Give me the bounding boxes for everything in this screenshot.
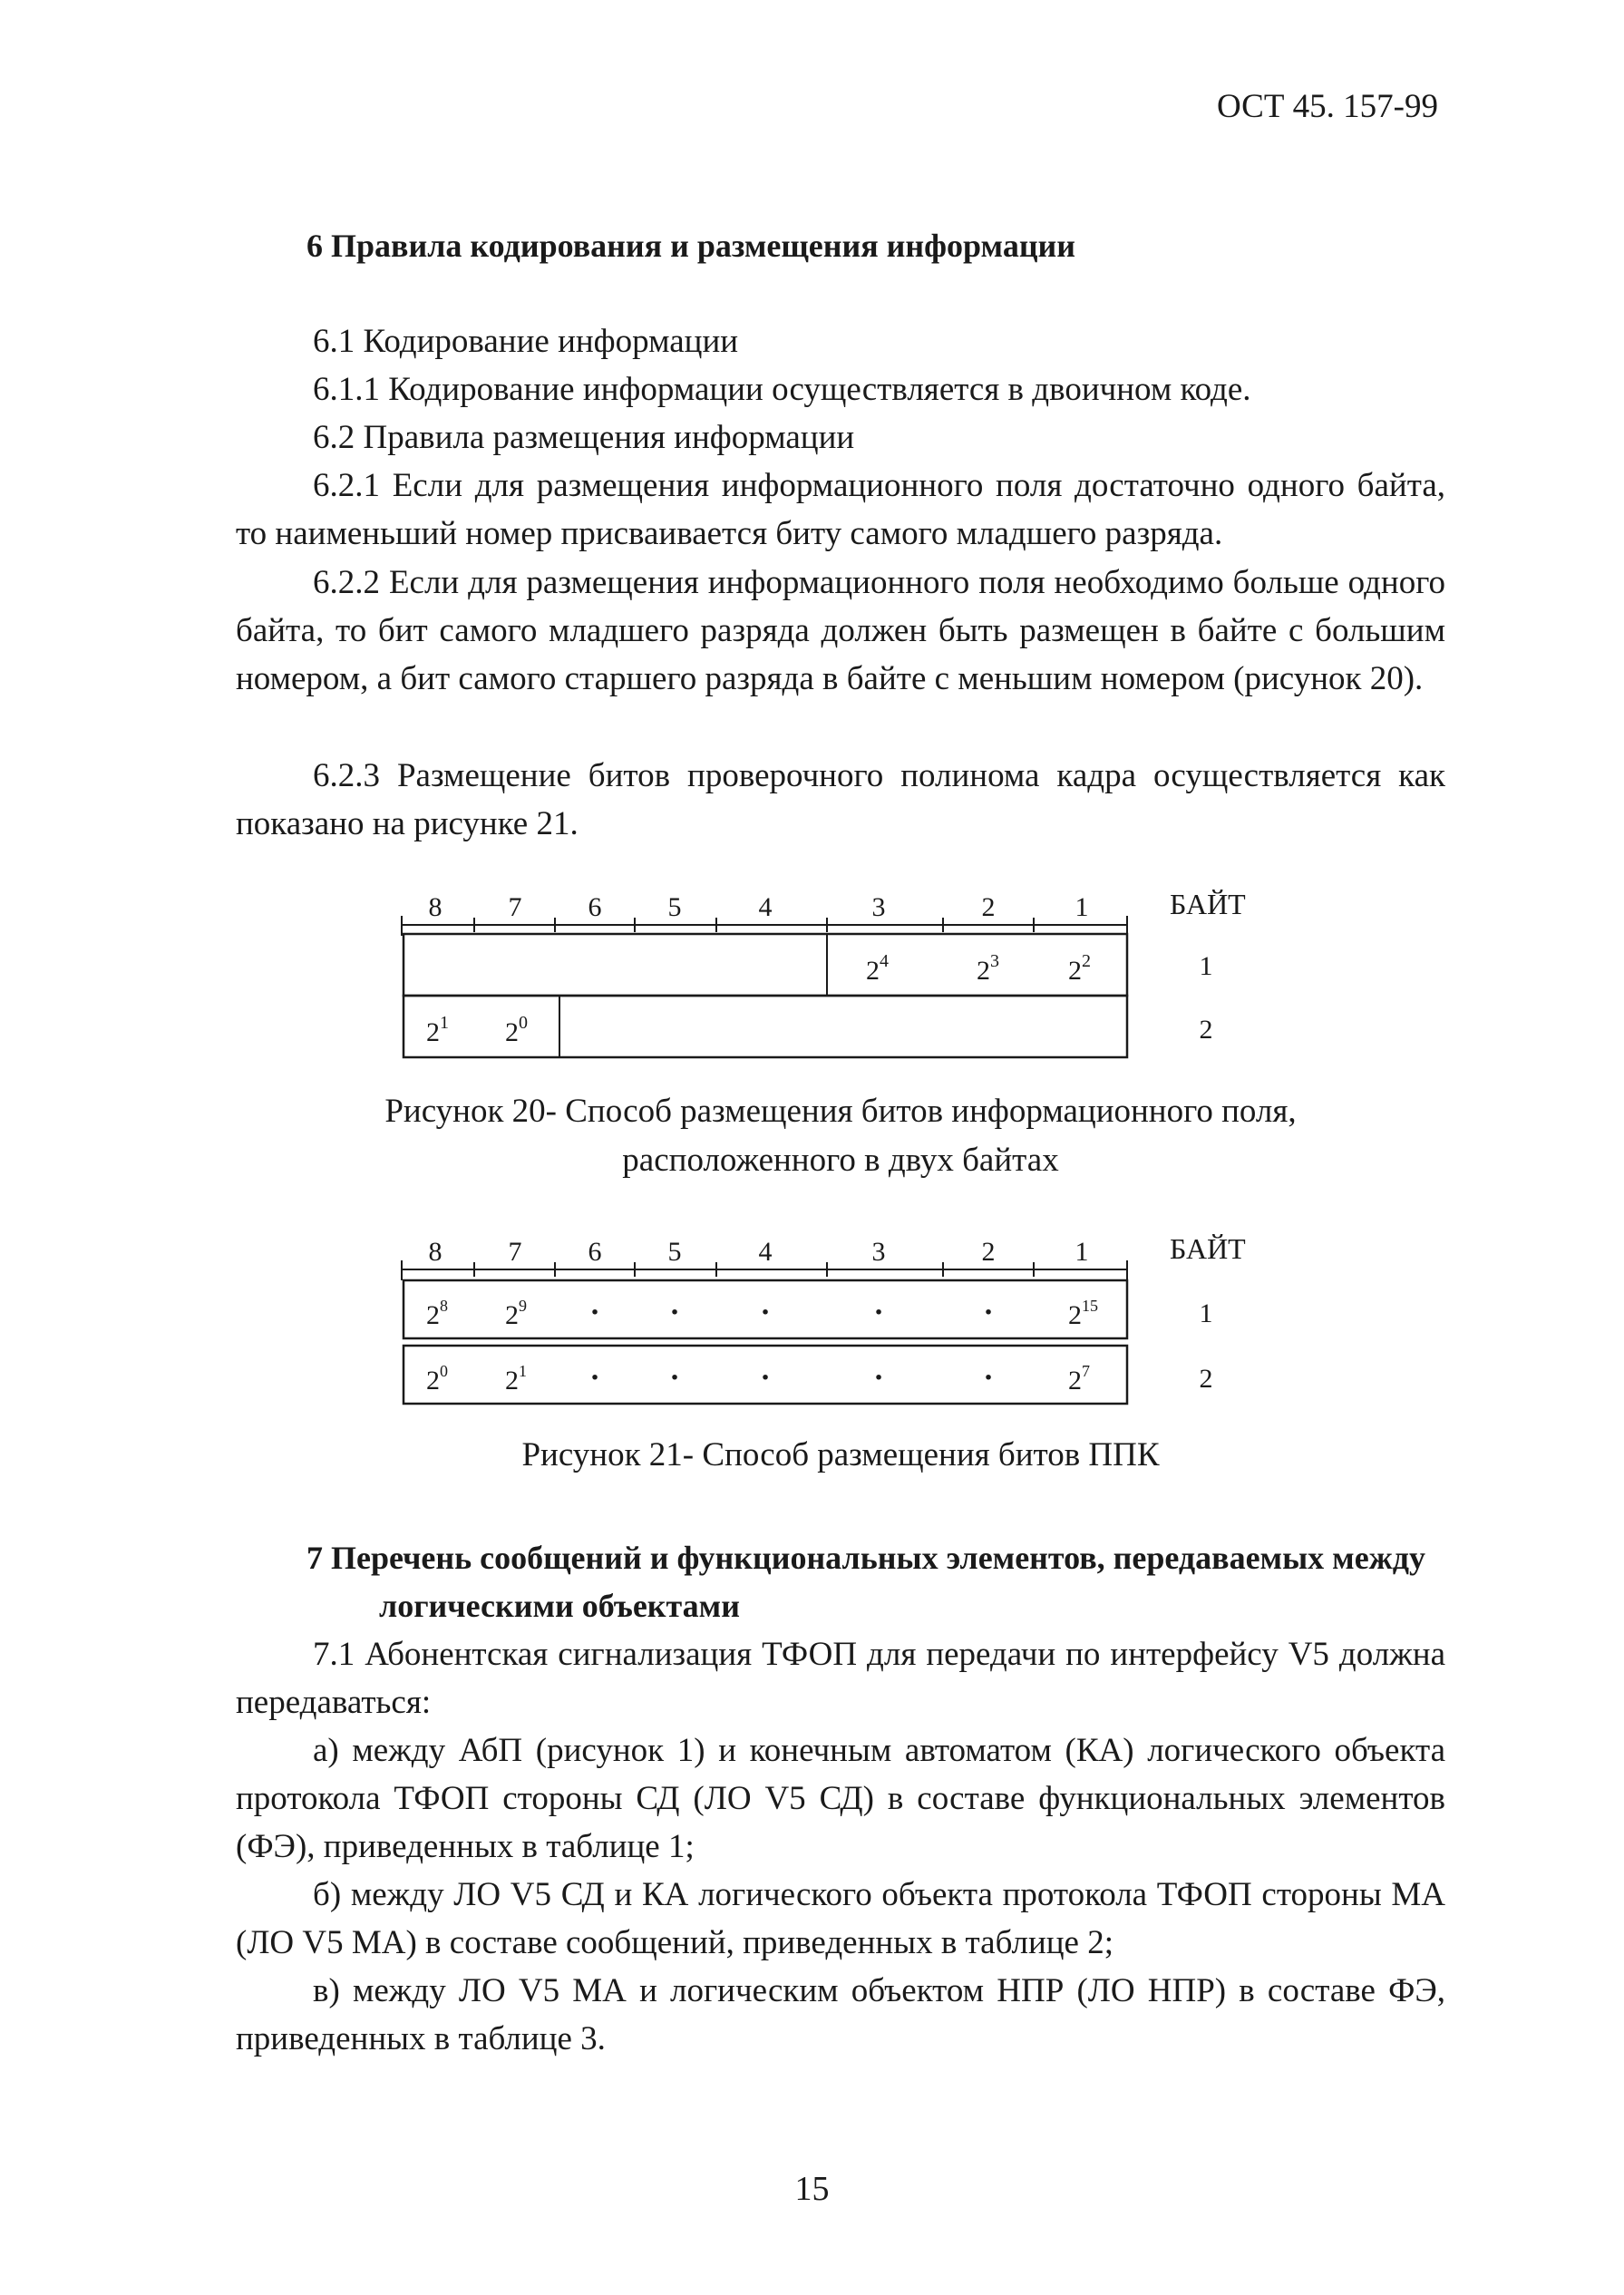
bit-number-4: 4 (758, 1237, 773, 1267)
bit-number-8: 8 (428, 1237, 442, 1267)
byte-header: БАЙТ (1170, 888, 1246, 920)
figure-20-caption-line-2: расположенного в двух байтах (622, 1142, 1059, 1179)
bit-value: $2^0$ (505, 1013, 528, 1047)
bit-number-6: 6 (588, 892, 602, 922)
bit-number-2: 2 (981, 892, 996, 922)
figure-21-caption: Рисунок 21- Способ размещения битов ППК (521, 1436, 1160, 1473)
figure-20-caption-line-1: Рисунок 20- Способ размещения битов информационного поля, (384, 1093, 1297, 1130)
ellipsis-dot: · (760, 1296, 771, 1329)
paragraph-6-1-1: 6.1.1 Кодирование информации осуществляется в двоичном коде. (313, 371, 1251, 408)
ellipsis-dot: · (589, 1296, 600, 1329)
byte-label-2: 2 (1199, 1015, 1213, 1045)
bit-number-6: 6 (588, 1237, 602, 1267)
ellipsis-dot: · (760, 1361, 771, 1395)
bit-number-7: 7 (508, 1237, 522, 1267)
bit-number-7: 7 (508, 892, 522, 922)
bit-value: $2^{15}$ (1068, 1297, 1098, 1330)
bit-number-5: 5 (667, 1237, 682, 1267)
bit-value: $2^4$ (866, 951, 889, 986)
bit-value: $2^0$ (426, 1362, 448, 1395)
ellipsis-dot: · (983, 1361, 994, 1395)
bit-number-5: 5 (667, 892, 682, 922)
bit-value: $2^1$ (426, 1013, 449, 1047)
paragraph-6-2-3: 6.2.3 Размещение битов проверочного полинома кадра осуществляется как показано на рисунке 21. (236, 757, 1445, 842)
bit-number-8: 8 (428, 892, 442, 922)
page-number: 15 (794, 2170, 830, 2208)
bit-number-1: 1 (1075, 1237, 1089, 1267)
list-item-c: в) между ЛО V5 МА и логическим объектом НПР (ЛО НПР) в составе ФЭ, приведенных в таблице 3. (236, 1972, 1445, 2057)
bit-number-3: 3 (871, 1237, 886, 1267)
bit-number-1: 1 (1075, 892, 1089, 922)
byte-1-row (404, 1280, 1127, 1338)
bit-value: $2^9$ (505, 1297, 527, 1330)
ellipsis-dot: · (669, 1296, 680, 1329)
paragraph-6-2: 6.2 Правила размещения информации (313, 419, 855, 456)
section-7-heading: 7 Перечень сообщений и функциональных элементов, передаваемых между логическими объектами (306, 1540, 1425, 1624)
bit-value: $2^1$ (505, 1362, 527, 1395)
paragraph-6-1: 6.1 Кодирование информации (313, 323, 739, 360)
paragraph-6-2-1: 6.2.1 Если для размещения информационного поля достаточно одного байта, то наименьший номер присваивается биту самого младшего разряда. (236, 467, 1445, 552)
bit-number-4: 4 (758, 892, 773, 922)
ellipsis-dot: · (873, 1296, 884, 1329)
byte-label-1: 1 (1199, 951, 1213, 981)
ellipsis-dot: · (983, 1296, 994, 1329)
ellipsis-dot: · (669, 1361, 680, 1395)
bit-value: $2^3$ (977, 951, 999, 986)
document-id: ОСТ 45. 157-99 (1216, 88, 1438, 125)
ellipsis-dot: · (589, 1361, 600, 1395)
section-6-heading: 6 Правила кодирования и размещения информации (306, 228, 1076, 264)
bit-number-2: 2 (981, 1237, 996, 1267)
bit-value: $2^7$ (1068, 1362, 1090, 1395)
paragraph-6-2-2: 6.2.2 Если для размещения информационного поля необходимо больше одного байта, то бит самого младшего разряда должен быть размещен в байте с большим номером, а бит самого старшего разряда в байте с меньшим номером (рисунок 20). (236, 564, 1445, 697)
bit-value: $2^2$ (1068, 951, 1091, 986)
paragraph-7-1: 7.1 Абонентская сигнализация ТФОП для передачи по интерфейсу V5 должна передаваться: (236, 1636, 1445, 1721)
list-item-b: б) между ЛО V5 СД и КА логического объекта протокола ТФОП стороны МА (ЛО V5 МА) в составе сообщений, приведенных в таблице 2; (236, 1876, 1445, 1961)
byte-label-1: 1 (1199, 1298, 1213, 1328)
byte-1-row (404, 934, 1127, 996)
bit-value: $2^8$ (426, 1297, 448, 1330)
byte-header: БАЙТ (1170, 1232, 1246, 1265)
ellipsis-dot: · (873, 1361, 884, 1395)
list-item-a: а) между АбП (рисунок 1) и конечным автоматом (КА) логического объекта протокола ТФОП стороны СД (ЛО V5 СД) в составе функциональных элементов (ФЭ), приведенных в таблице 1; (236, 1732, 1445, 1865)
byte-2-row (404, 1346, 1127, 1404)
byte-label-2: 2 (1199, 1364, 1213, 1394)
bit-number-3: 3 (871, 892, 886, 922)
